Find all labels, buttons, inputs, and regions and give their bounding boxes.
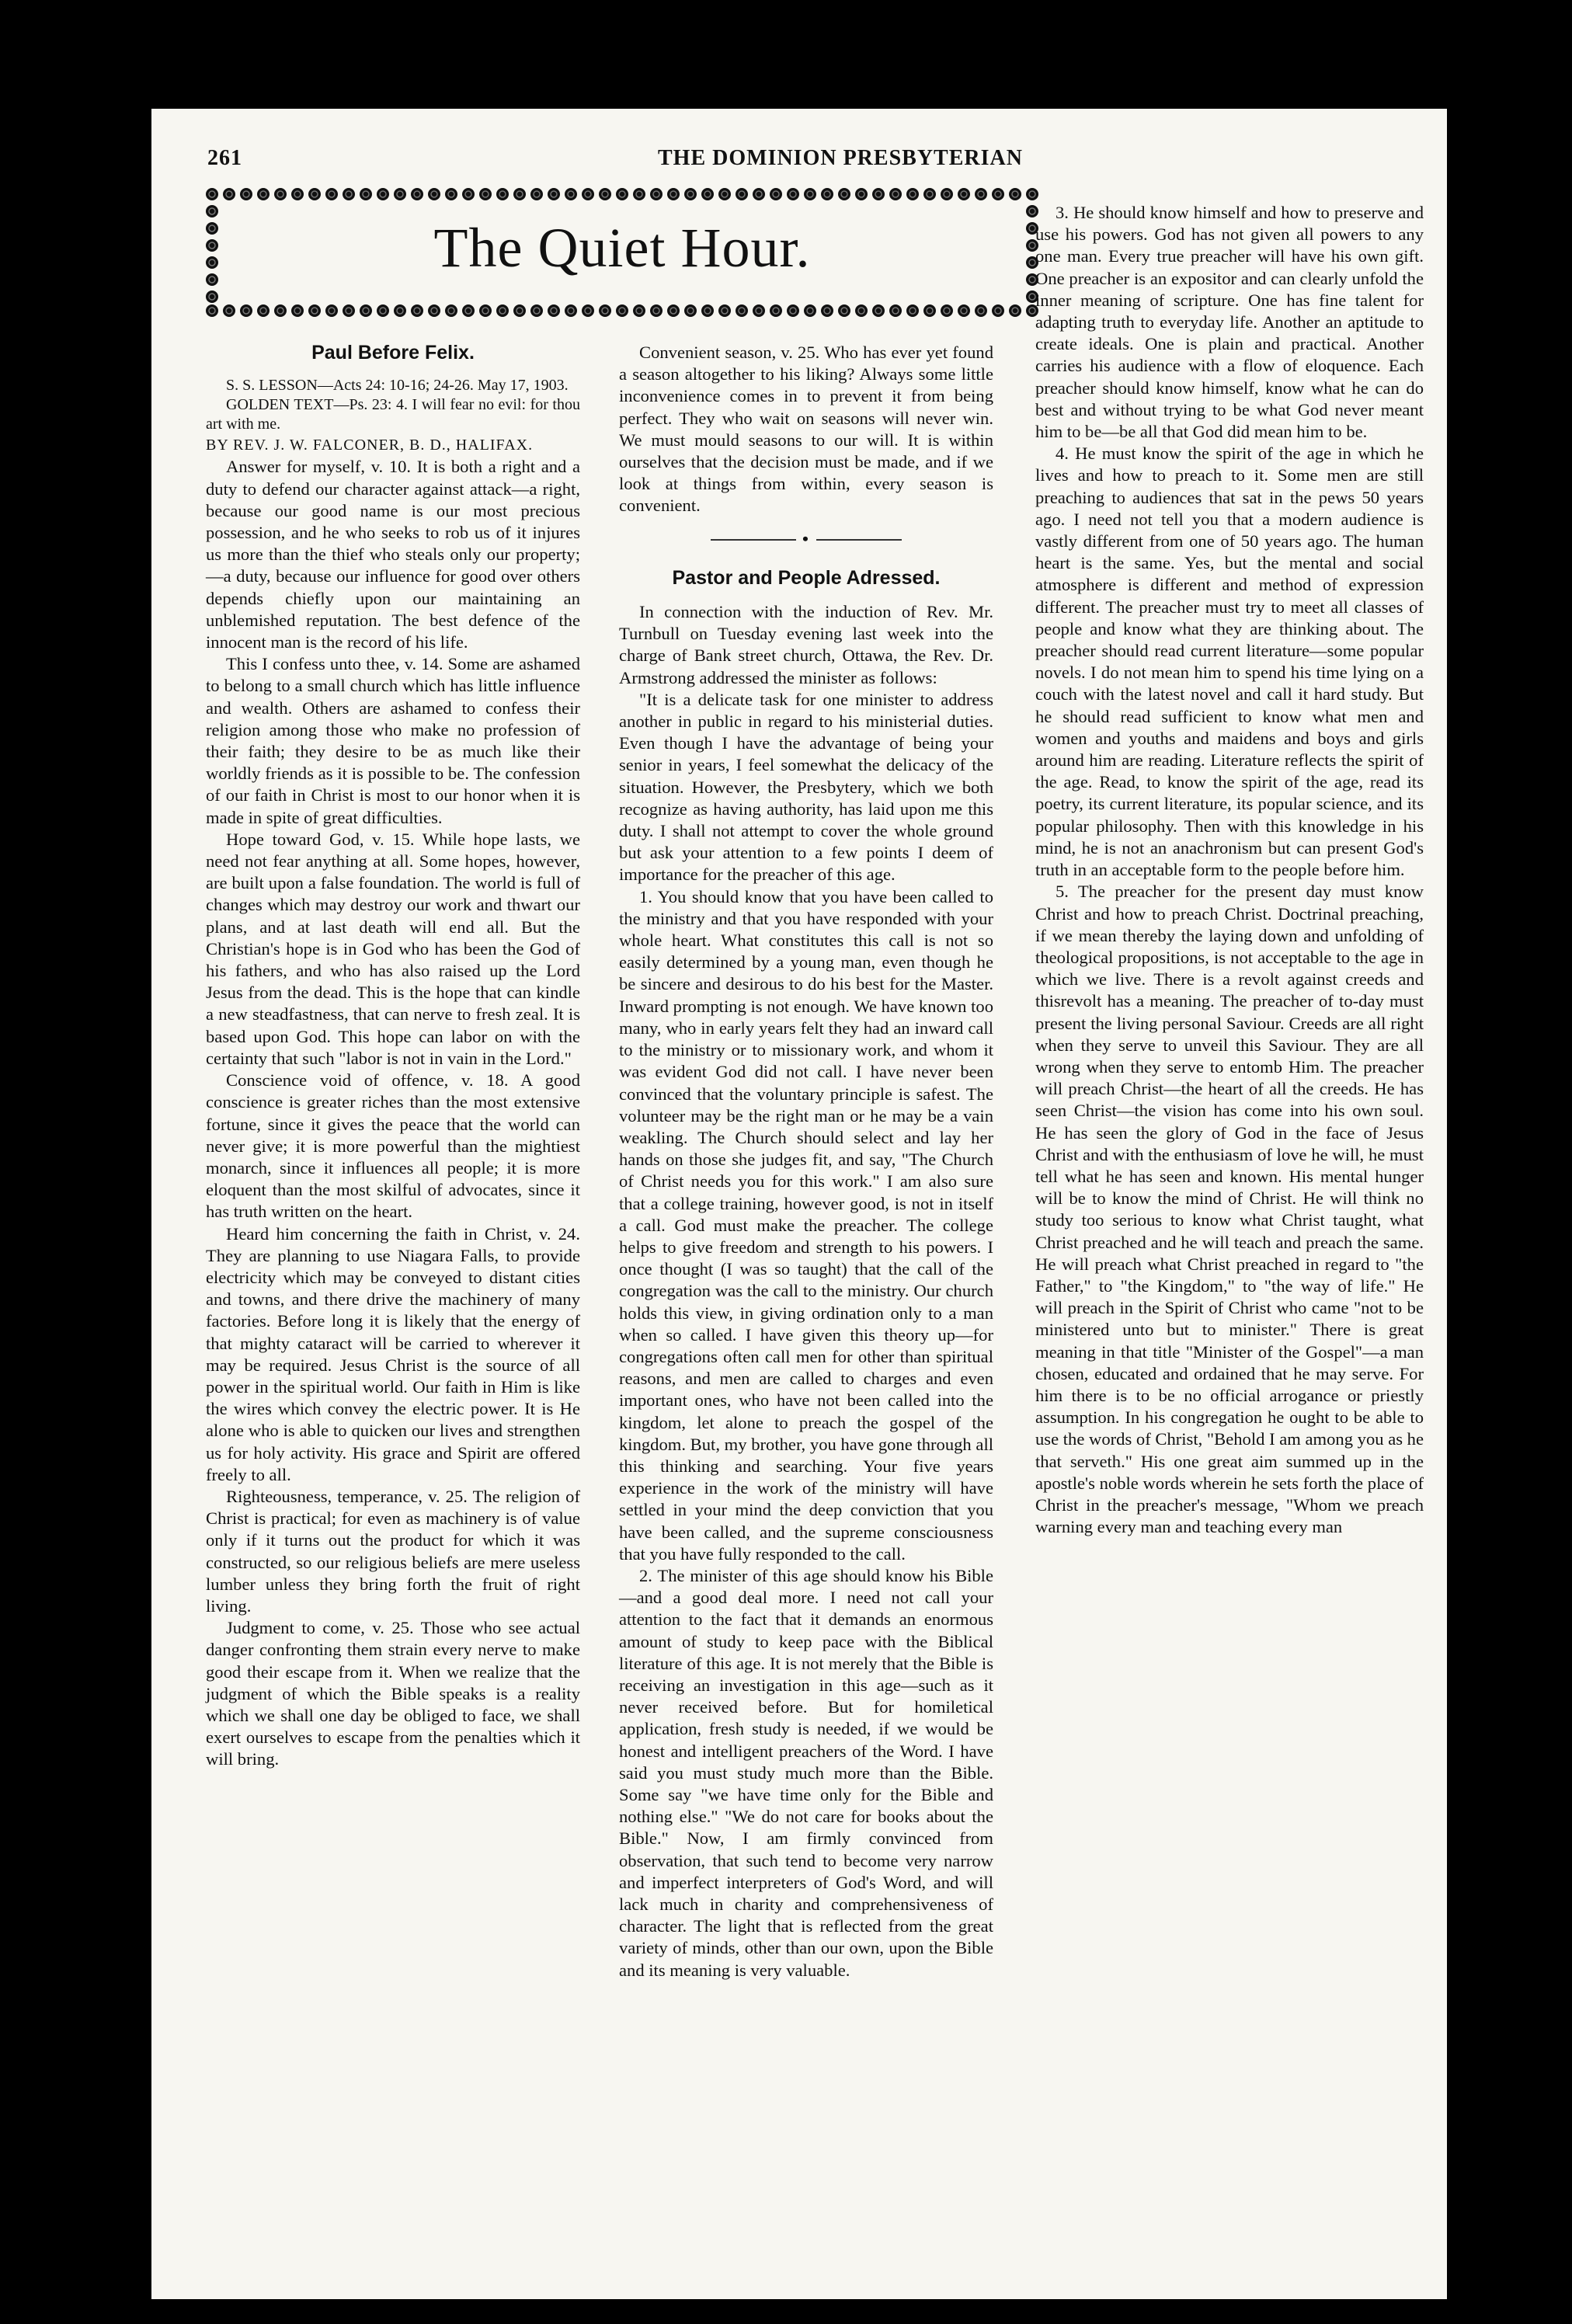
paragraph: Hope toward God, v. 15. While hope lasts, we need not fear anything at all. Some hopes, however, are built upon a false foundation. The world is full of changes which may destroy our work and thwart our plans, and at last death will end all. But the Christian's hope is in God who has been the God of his fathers, and who has also raised up the Lord Jesus from the dead. This is the hope that can kindle a new steadfastness, that can nerve to fresh zeal. It is based upon God. This hope can labor on with the certainty that such "labor is not in vain in the Lord." — [206, 829, 580, 1068]
paragraph: Judgment to come, v. 25. Those who see actual danger confronting them strain every nerve to make good their escape from it. When we realize that the judgment of which the Bible speaks is a reality which we shall one day be obliged to face, we shall exert ourselves to escape from the penalties which it will bring. — [206, 1618, 580, 1769]
page-number: 261 — [207, 146, 242, 170]
paragraph: 4. He must know the spirit of the age in which he lives and how to preach to it. Some men are still preaching to audiences that sat in the pews 50 years ago. I need not tell you that a modern audience is vastly different from one of 50 years ago. The human heart is the same. Yes, but the mental and social atmosphere is different and method of expression different. The preacher must try to meet all classes of people and know what they are thinking about. The preacher should read current literature—some popular novels. I do not mean him to spend his time lying on a couch with the latest novel and call it hard study. But he should read sufficient to know what men and women and youths and maidens and boys and girls around him are reading. Literature reflects the spirit of the age. Read, to know the spirit of the age, read its poetry, its current literature, its popular science, and its popular philosophy. Then with this knowledge in his mind, he is not an anachronism but can present God's truth in an acceptable form to the people before him. — [1035, 444, 1424, 880]
paragraph: Convenient season, v. 25. Who has ever yet found a season altogether to his liking? Always some little inconvenience comes in to prevent it from being perfect. They who wait on seasons will never win. We must mould seasons to our will. It is within ourselves that the decision must be made, and if we look at things from within, every season is convenient. — [619, 343, 993, 516]
paragraph: 5. The preacher for the present day must know Christ and how to preach Christ. Doctrinal preaching, if we mean thereby the laying down and unfolding of theological propositions, is not acceptable to the age in which we live. There is a revolt against creeds and thisrevolt has a meaning. The preacher of to-day must present the living personal Saviour. Creeds are all right when they serve to unveil this Saviour. They are all wrong when they serve to entomb Him. The preacher will preach Christ—the heart of all the creeds. He has seen Christ—the vision has come into his own soul. He has seen the glory of God in the face of Jesus Christ and with the enthusiasm of love he will, he must tell what he has seen and known. His mental hunger will be to know the mind of Christ. He will think no study too serious to know what Christ taught, what Christ preached and he will teach and preach the same. He will preach what Christ preached in regard to "the Father," to "the Kingdom," to "the way of life." He will preach in the Spirit of Christ who came "not to be ministered unto but to minister." There is great meaning in that title "Minister of the Gospel"—a man chosen, educated and ordained that he may serve. For him there is to be no official arrogance or priestly assumption. In his congregation he ought to be able to use the words of Christ, "Behold I am among you as he that serveth." His one great aim summed up in the apostle's noble words wherein he sets forth the place of Christ in the preacher's message, "Whom we preach warning every man and teaching every man — [1035, 882, 1424, 1537]
page-header — [207, 146, 1186, 177]
column-2 — [619, 342, 993, 1981]
paragraph: 1. You should know that you have been called to the ministry and that you have responded with your whole heart. What constitutes this call is not so easily determined by a young man, even though he be sincere and desirous to do his best for the Master. Inward prompting is not enough. We have known too many, who in early years felt they had an inward call to the ministry or to missionary work, and whom it was evident God did not call. I have never been convinced that the voluntary principle is safest. The volunteer may be the right man or he may be a vain weakling. The Church should select and lay her hands on those she judges fit, and say, "The Church of Christ needs you for this work." I am also sure that a college training, however good, is not in itself a call. God must make the preacher. The college helps to give freedom and strength to his powers. I once thought (I was so taught) that the call of the congregation was the call to the ministry. Our church holds this view, in giving ordination only to a man when so called. I have given this theory up—for congregations often call men for other than spiritual reasons, and men are called to charges and even important ones, who have not been called into the kingdom, let alone to preach the gospel of the kingdom. But, my brother, you have gone through all this thinking and searching. Your five years experience in the work of the ministry will have settled in your mind the deep conviction that you have been called, and the supreme consciousness that you have fully responded to the call. — [619, 886, 993, 1564]
paragraph: 2. The minister of this age should know his Bible—and a good deal more. I need not call your attention to the fact that it demands an enormous amount of study to keep pace with the Biblical literature of this age. It is not merely that the Bible is receiving an investigation in this age—such as it never received before. But for homiletical application, fresh study is needed, if we would be honest and intelligent preachers of the Word. I have said you must study much more than the Bible. Some say "we have time only for the Bible and nothing else." "We do not care for books about the Bible." Now, I am firmly convinced from observation, that such tend to become very narrow and imperfect interpreters of God's Word, and will lack much in charity and comprehensiveness of character. The light that is reflected from the great variety of minds, other than our own, upon the Bible and its meaning is very valuable. — [619, 1565, 993, 1980]
newspaper-page — [151, 109, 1447, 2299]
paragraph: Answer for myself, v. 10. It is both a right and a duty to defend our character against attack—a right, because our good name is our most precious possession, and he who seeks to rob us of it injures us more than the thief who steals only our property; —a duty, because our influence for good over others depends chiefly upon our maintaining an unblemished reputation. The best defence of the innocent man is the record of his life. — [206, 457, 580, 652]
section-title: The Quiet Hour. — [433, 217, 811, 279]
column-1 — [206, 342, 580, 1771]
article-separator: • — [619, 528, 993, 550]
article-title: Pastor and People Adressed. — [672, 566, 941, 589]
byline: BY REV. J. W. FALCONER, B. D., HALIFAX. — [206, 437, 534, 454]
paragraph: Heard him concerning the faith in Christ, v. 24. They are planning to use Niagara Falls, to provide electricity which may be conveyed to distant cities and towns, and there drive the machinery of many factories. Before long it is likely that the energy of that mighty cataract will be carried to wherever it may be required. Jesus Christ is the source of all power in the spiritual world. Our faith in Him is like the wires which convey the electric power. It is He alone who is able to quicken our lives and strengthen us for holy activity. His grace and Spirit are offered freely to all. — [206, 1223, 580, 1484]
paragraph: "It is a delicate task for one minister to address another in public in regard to his ministerial duties. Even though I have the advantage of being your senior in years, I feel somewhat the delicacy of the situation. However, the Presbytery, which we both recognize as having authority, has laid upon me this duty. I shall not attempt to cover the whole ground but ask your attention to a few points I deem of importance for the preacher of this age. — [619, 689, 993, 885]
paragraph: Conscience void of offence, v. 18. A good conscience is greater riches than the most extensive fortune, since it gives the peace that the world can never give; it is more powerful than the mightiest monarch, since it influences all people; it is more eloquent than the most skilful of advocates, since it has truth written on the heart. — [206, 1070, 580, 1222]
article-title: Paul Before Felix. — [311, 342, 475, 364]
paragraph: In connection with the induction of Rev. Mr. Turnbull on Tuesday evening last week into the charge of Bank street church, Ottawa, the Rev. Dr. Armstrong addressed the minister as follows: — [619, 602, 993, 687]
section-banner — [204, 186, 1040, 318]
paragraph: This I confess unto thee, v. 14. Some are ashamed to belong to a small church which has little influence and wealth. Others are ashamed to confess their religion among those who make no profession of their faith; they desire to be as much like their worldly friends as it is possible to be. The confession of our faith in Christ is most to our honor when it is made in spite of great difficulties. — [206, 654, 580, 827]
column-3 — [1035, 202, 1424, 1538]
lesson-reference: S. S. LESSON—Acts 24: 10-16; 24-26. May 17, 1903. — [226, 377, 569, 395]
publication-title: THE DOMINION PRESBYTERIAN — [658, 146, 1023, 170]
paragraph: Righteousness, temperance, v. 25. The religion of Christ is practical; for even as machinery is of value only if it turns out the product for which it was constructed, so our religious beliefs are mere useless lumber unless they bring forth the fruit of right living. — [206, 1486, 580, 1616]
paragraph: 3. He should know himself and how to preserve and use his powers. God has not given all powers to any one man. Every true preacher will have his own gift. One preacher is an expositor and can clearly unfold the inner meaning of scripture. One has fine talent for adapting truth to everyday life. Another an aptitude to create ideals. One is plain and practical. Another carries his audience with a flow of eloquence. Each preacher should know himself, know what he can do best and without trying to be what God never meant him to be—be all that God did mean him to be. — [1035, 203, 1424, 442]
golden-text: GOLDEN TEXT—Ps. 23: 4. I will fear no evil: for thou art with me. — [206, 396, 580, 433]
